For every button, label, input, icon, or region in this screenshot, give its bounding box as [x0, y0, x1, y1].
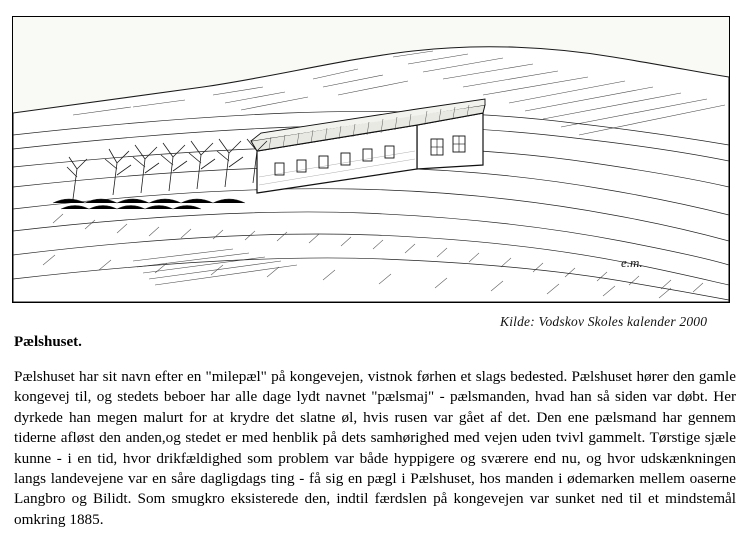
article-title: Pælshuset.: [14, 334, 82, 350]
image-credit: Kilde: Vodskov Skoles kalender 2000: [500, 314, 708, 329]
farmhouse-drawing: [13, 17, 729, 302]
illustration-frame: [12, 16, 730, 303]
article-body: [14, 367, 736, 530]
artist-signature: e.m.: [621, 255, 643, 270]
article-paragraph: Pælshuset har sit navn efter en "milepæl" på kongevejen, vistnok førhen et slags bedested. Pælshuset hører den gamle kongevej til, og stedets beboer har alle dage lydt navnet "pælsmaj" - pælsmanden, hvad han så siden var døbt. Her dyrkede han megen malurt for at krydre det slatne øl, hvis rusen var gået af det. Den ene pælsmand har gennem tiderne afløst den anden,og stedet er med henblik på dets samhørighed med vejen uden tvivl gammelt. Tørstige sjæle kunne - i en tid, hvor drikfældighed som problem var både hyppigere og sværere end nu, og hvor udskænkningen langs landevejene var en såre dagligdags ting - få sig en pægl i Pælshuset, hos manden i ødemarken mellem oaserne Langbro og Bilidt. Som smugkro eksisterede den, indtil færdslen på kongevejen var sunket ned til et mindstemål omkring 1885.: [14, 368, 736, 528]
